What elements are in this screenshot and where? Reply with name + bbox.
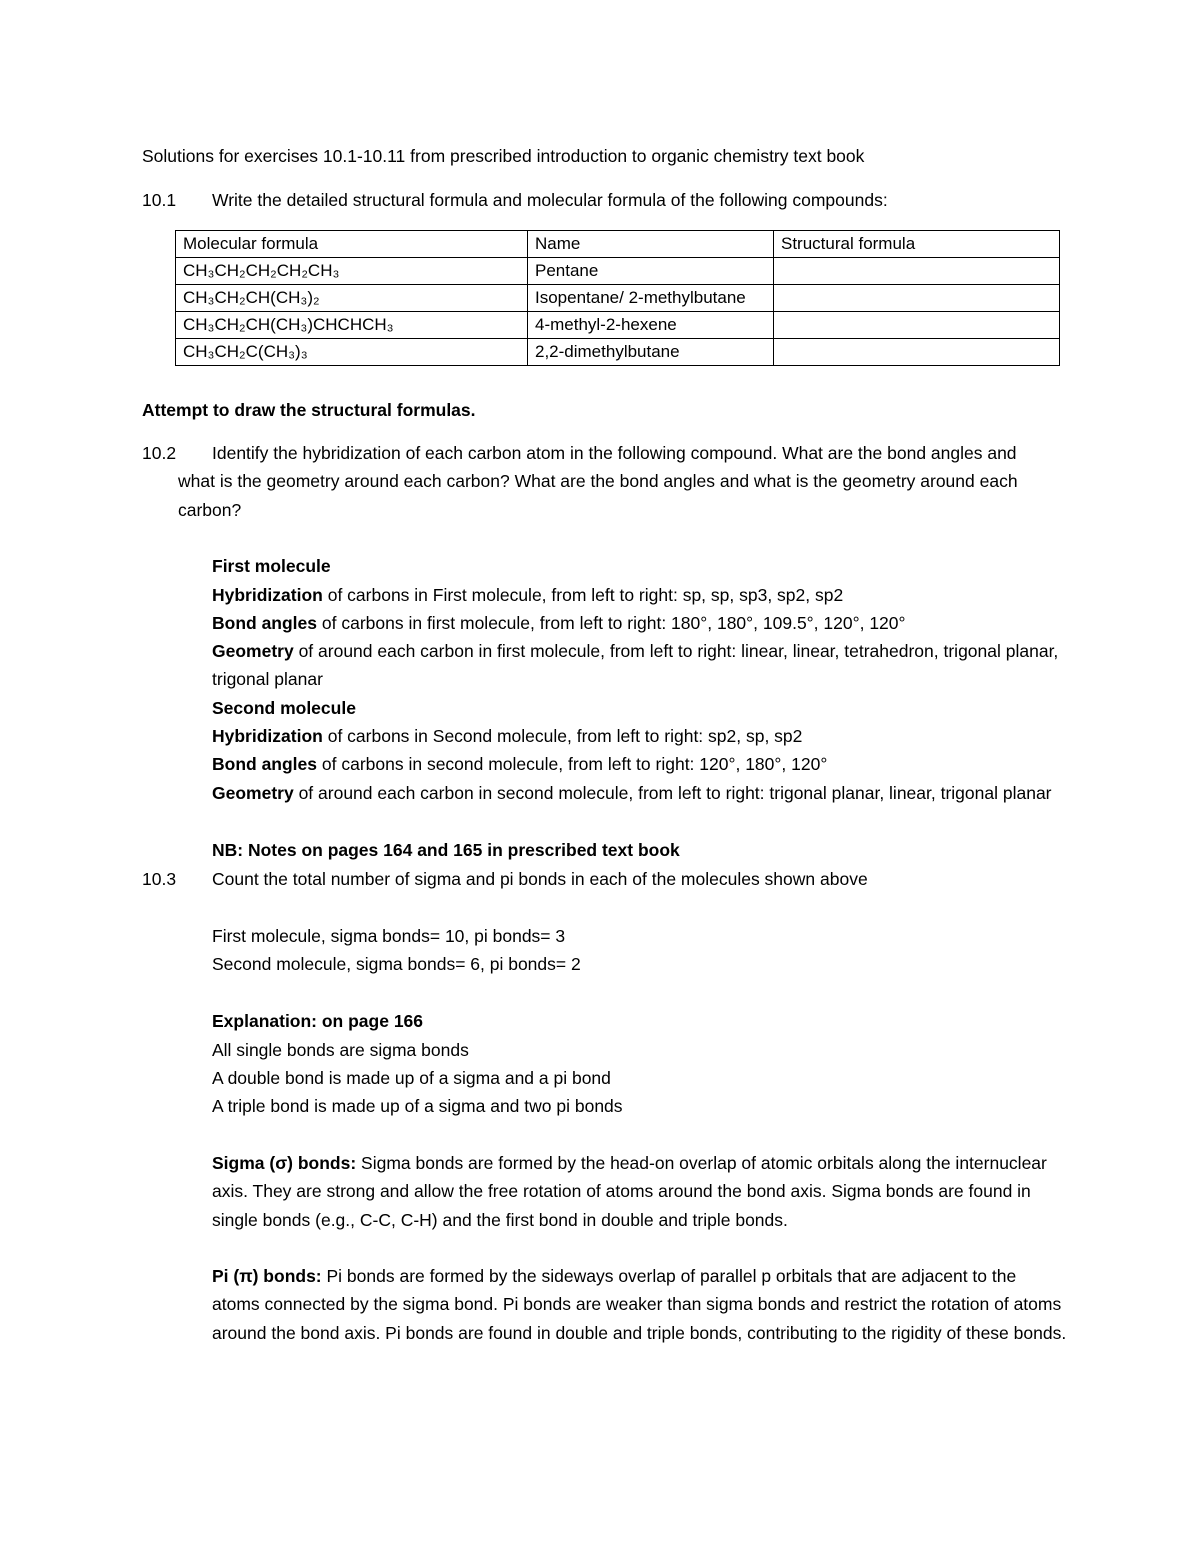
header-structural-formula: Structural formula [774, 231, 1060, 258]
header-name: Name [528, 231, 774, 258]
table-row [176, 285, 1060, 312]
explanation-line: A triple bond is made up of a sigma and two pi bonds [212, 1096, 623, 1116]
explanation-line: All single bonds are sigma bonds [212, 1040, 469, 1060]
geometry-label: Geometry [212, 641, 294, 661]
pi-bonds-label: Pi (π) bonds: [212, 1266, 322, 1286]
table-row [176, 339, 1060, 366]
table-row [176, 258, 1060, 285]
bond-angles-text: of carbons in first molecule, from left to right: 180°, 180°, 109.5°, 120°, 120° [317, 613, 906, 633]
cell-formula: CH₃CH₂CH(CH₃)CHCHCH₃ [176, 312, 528, 339]
cell-formula: CH₃CH₂C(CH₃)₃ [176, 339, 528, 366]
document-title: Solutions for exercises 10.1-10.11 from prescribed introduction to organic chemistry text book [142, 146, 865, 166]
second-molecule-heading: Second molecule [212, 698, 356, 718]
table-row [176, 312, 1060, 339]
geometry-text: of around each carbon in first molecule, from left to right: linear, linear, tetrahedron, trigonal planar, trigonal planar [212, 641, 1059, 690]
cell-formula: CH₃CH₂CH₂CH₂CH₃ [176, 258, 528, 285]
cell-name: 4-methyl-2-hexene [528, 312, 774, 339]
sigma-bonds-paragraph [212, 1149, 1062, 1234]
cell-structure [774, 285, 1060, 312]
sigma-bonds-text: Sigma bonds are formed by the head-on overlap of atomic orbitals along the internuclear axis. They are strong and allow the free rotation of atoms around the bond axis. Sigma bonds are found in single bonds (e.g., C-C, C-H) and the first bond in double and triple bonds. [212, 1153, 1047, 1230]
draw-note: Attempt to draw the structural formulas. [142, 400, 476, 420]
nb-note: NB: Notes on pages 164 and 165 in prescribed text book [212, 840, 680, 860]
compounds-table [175, 230, 1060, 366]
explanation-line: A double bond is made up of a sigma and a pi bond [212, 1068, 611, 1088]
cell-structure [774, 339, 1060, 366]
second-hybridization [212, 722, 1072, 750]
first-geometry [212, 637, 1072, 694]
hybridization-text: of carbons in First molecule, from left to right: sp, sp, sp3, sp2, sp2 [322, 585, 844, 605]
question-10-3-prompt: Count the total number of sigma and pi bonds in each of the molecules shown above [212, 869, 868, 889]
header-molecular-formula: Molecular formula [176, 231, 528, 258]
bond-angles-text: of carbons in second molecule, from left to right: 120°, 180°, 120° [317, 754, 828, 774]
question-number-10-2: 10.2 [142, 443, 177, 463]
geometry-text: of around each carbon in second molecule, from left to right: trigonal planar, linear, trigonal planar [293, 783, 1052, 803]
explanation-heading: Explanation: on page 166 [212, 1011, 424, 1031]
cell-structure [774, 258, 1060, 285]
hybridization-label: Hybridization [212, 585, 323, 605]
first-molecule-heading: First molecule [212, 556, 331, 576]
second-geometry [212, 779, 1072, 807]
cell-structure [774, 312, 1060, 339]
second-bond-angles [212, 750, 1072, 778]
bond-angles-label: Bond angles [212, 754, 318, 774]
cell-name: Isopentane/ 2-methylbutane [528, 285, 774, 312]
second-molecule-bond-count: Second molecule, sigma bonds= 6, pi bonds= 2 [212, 954, 581, 974]
first-hybridization [212, 581, 1072, 609]
cell-name: Pentane [528, 258, 774, 285]
hybridization-text: of carbons in Second molecule, from left to right: sp2, sp, sp2 [322, 726, 803, 746]
hybridization-label: Hybridization [212, 726, 323, 746]
cell-name: 2,2-dimethylbutane [528, 339, 774, 366]
geometry-label: Geometry [212, 783, 294, 803]
sigma-bonds-label: Sigma (σ) bonds: [212, 1153, 357, 1173]
question-number-10-1: 10.1 [142, 190, 177, 210]
pi-bonds-paragraph [212, 1262, 1067, 1347]
table-header-row [176, 231, 1060, 258]
question-10-1-prompt: Write the detailed structural formula and molecular formula of the following compounds: [212, 190, 888, 210]
question-10-2-prompt: Identify the hybridization of each carbon atom in the following compound. What are the bond angles and what is the geometry around each carbon? What are the bond angles and what is the geometry around each carbon? [178, 443, 1018, 520]
question-number-10-3: 10.3 [142, 869, 177, 889]
pi-bonds-text: Pi bonds are formed by the sideways overlap of parallel p orbitals that are adjacent to the atoms connected by the sigma bond. Pi bonds are weaker than sigma bonds and restrict the rotation of atoms around the bond axis. Pi bonds are found in double and triple bonds, contributing to the rigidity of these bonds. [212, 1266, 1067, 1343]
first-molecule-bond-count: First molecule, sigma bonds= 10, pi bonds= 3 [212, 926, 566, 946]
cell-formula: CH₃CH₂CH(CH₃)₂ [176, 285, 528, 312]
bond-angles-label: Bond angles [212, 613, 318, 633]
first-bond-angles [212, 609, 1072, 637]
